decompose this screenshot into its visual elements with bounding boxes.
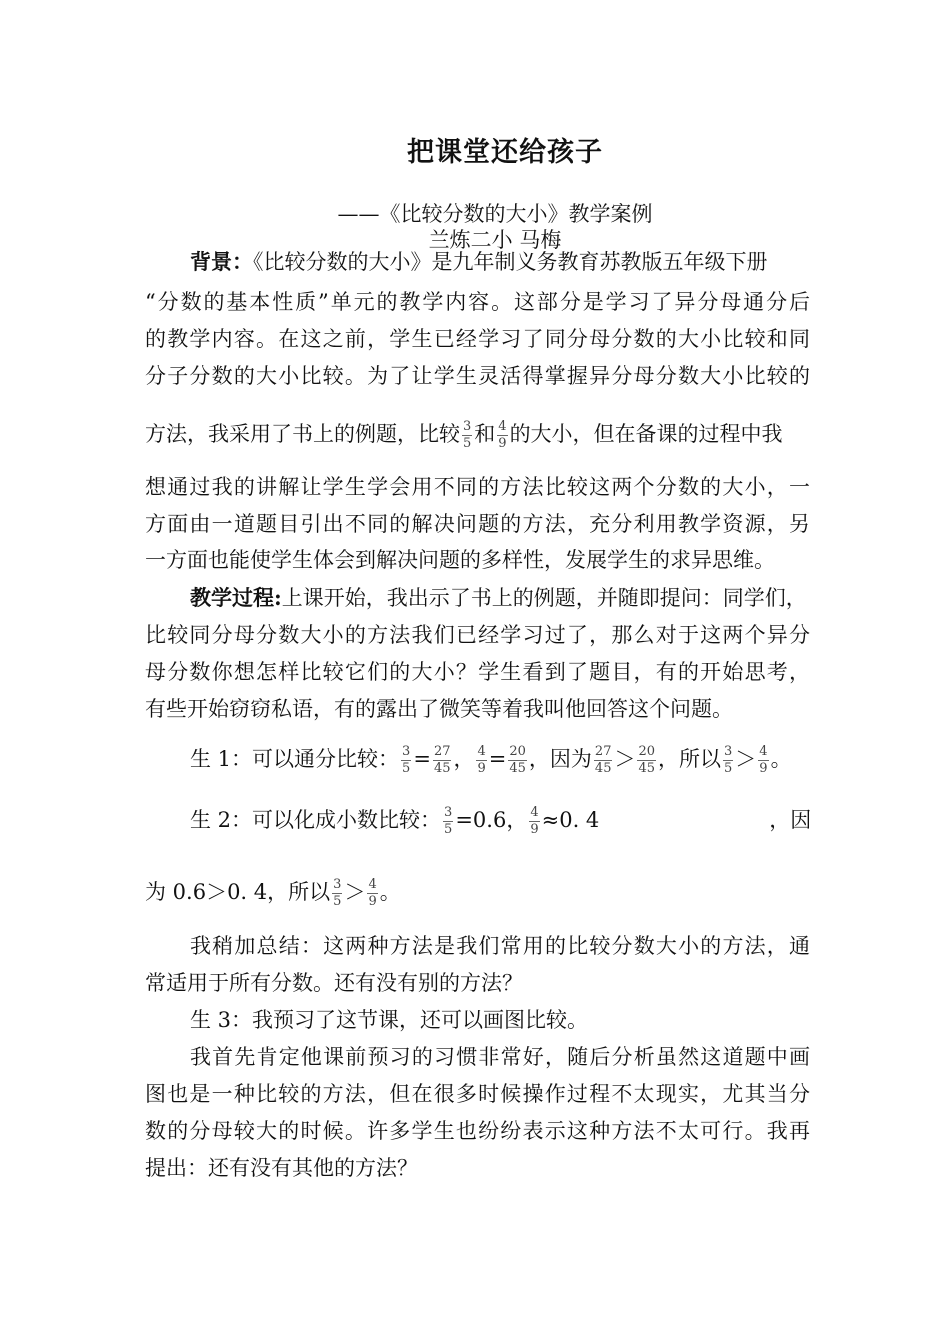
- process-line-3: 母分数你想怎样比较它们的大小？学生看到了题目，有的开始思考，: [145, 660, 810, 684]
- background-line-6: 想通过我的讲解让学生学会用不同的方法比较这两个分数的大小，一: [145, 475, 810, 499]
- process-line-1: 教学过程:上课开始，我出示了书上的例题，并随即提问：同学们，: [190, 585, 807, 610]
- background-line-7: 方面由一道题目引出不同的解决问题的方法，充分利用教学资源，另: [145, 512, 810, 536]
- background-line-1: 背景：《比较分数的大小》是九年制义务教育苏教版五年级下册: [190, 249, 768, 274]
- summary-line-1: 我稍加总结：这两种方法是我们常用的比较分数大小的方法，通: [190, 934, 810, 958]
- background-line-4: 分子分数的大小比较。为了让学生灵活得掌握异分母分数大小比较的: [145, 364, 810, 388]
- student-2-line-2: 为 0.6＞0. 4，所以 $\frac{3}{5}$ ＞ $\frac{4}{9}$ 。: [145, 877, 401, 909]
- background-line-8: 一方面也能使学生体会到解决问题的多样性，发展学生的求异思维。: [145, 548, 775, 572]
- process-line-4: 有些开始窃窃私语，有的露出了微笑等着我叫他回答这个问题。: [145, 697, 733, 721]
- process-line-2: 比较同分母分数大小的方法我们已经学习过了，那么对于这两个异分: [145, 623, 810, 647]
- fraction-4-9: $\frac{4}{9}$: [498, 419, 507, 451]
- final-line-3: 数的分母较大的时候。许多学生也纷纷表示这种方法不太可行。我再: [145, 1119, 810, 1143]
- student-3-line: 生 3：我预习了这节课，还可以画图比较。: [190, 1008, 589, 1032]
- author-line: 兰炼二小 马梅: [428, 228, 562, 252]
- final-line-4: 提出：还有没有其他的方法？: [145, 1156, 418, 1180]
- student-1-line: 生 1：可以通分比较： $\frac{3}{5}$ = $\frac{27}{45}$ ， $\frac{4}{9}$ = $\frac{20}{45}$ ，因为 $\frac{27}{45}$ ＞ $\frac{20}{45}$ ，所以 $\frac{3}{5}$ ＞ $\frac{4}{9}$ 。: [190, 744, 792, 776]
- background-line-3: 的教学内容。在这之前，学生已经学习了同分母分数的大小比较和同: [145, 327, 810, 351]
- background-label: 背景：: [190, 249, 253, 274]
- fraction-3-5: $\frac{3}{5}$: [463, 419, 472, 451]
- process-label: 教学过程:: [190, 585, 282, 610]
- page-title: 把课堂还给孩子: [407, 137, 603, 168]
- background-line-5: 方法，我采用了书上的例题，比较 $\frac{3}{5}$ 和 $\frac{4}{9}$ 的大小，但在备课的过程中我: [145, 419, 783, 451]
- final-line-1: 我首先肯定他课前预习的习惯非常好，随后分析虽然这道题中画: [190, 1045, 810, 1069]
- student-2-line: 生 2：可以化成小数比较： $\frac{3}{5}$ =0.6， $\frac{4}{9}$ ≈0. 4 ，因: [190, 805, 812, 837]
- background-line-2: “分数的基本性质”单元的教学内容。这部分是学习了异分母通分后: [145, 290, 810, 314]
- final-line-2: 图也是一种比较的方法，但在很多时候操作过程不太现实，尤其当分: [145, 1082, 810, 1106]
- summary-line-2: 常适用于所有分数。还有没有别的方法？: [145, 971, 523, 995]
- subtitle: ——《比较分数的大小》教学案例: [337, 202, 653, 226]
